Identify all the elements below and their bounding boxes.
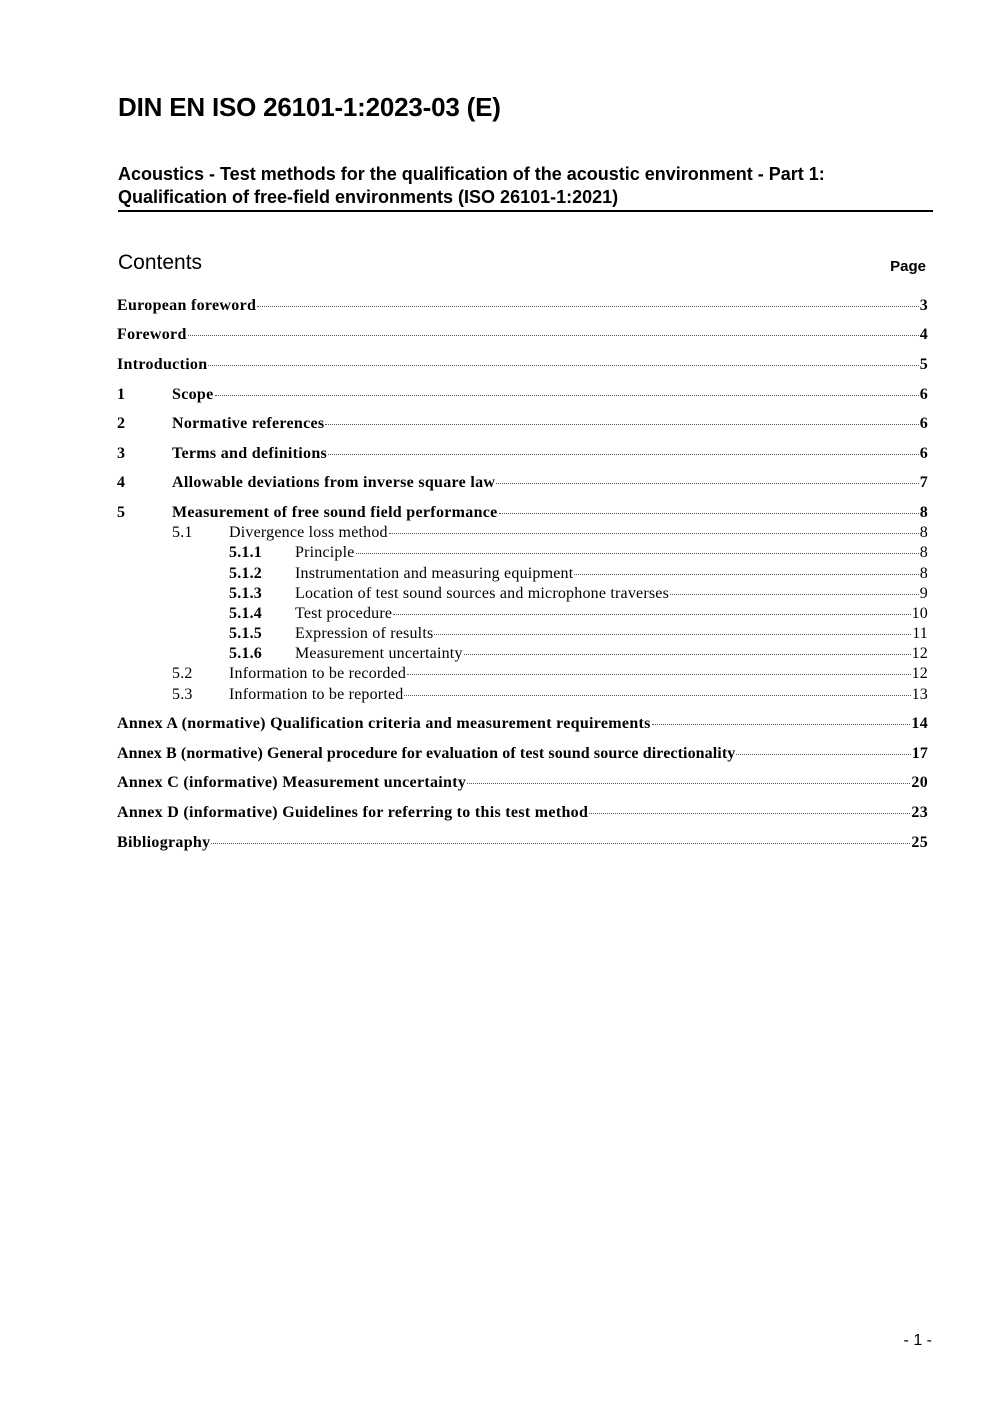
- page-column-label: Page: [890, 258, 926, 275]
- dot-leader: [389, 532, 919, 534]
- toc-entry-page: 8: [919, 544, 928, 561]
- toc-entry-page: 6: [919, 415, 928, 432]
- toc-entry-title: Location of test sound sources and microphone traverses: [295, 585, 670, 602]
- toc-entry-number: 3: [117, 445, 126, 462]
- contents-heading: Contents: [118, 251, 203, 274]
- document-identifier: DIN EN ISO 26101-1:2023-03 (E): [118, 92, 501, 122]
- toc-entry-page: 17: [911, 745, 928, 762]
- toc-entry-title: Divergence loss method: [229, 524, 388, 541]
- dot-leader: [407, 673, 910, 675]
- toc-entry-5-1-5[interactable]: [117, 625, 928, 645]
- document-title: [118, 163, 933, 212]
- toc-entry-number: 5.2: [172, 665, 193, 682]
- toc-entry-title: Foreword: [117, 326, 187, 343]
- dot-leader: [211, 842, 910, 844]
- toc-entry-scope[interactable]: [117, 386, 928, 406]
- dot-leader: [574, 573, 918, 575]
- toc-entry-title: Instrumentation and measuring equipment: [295, 565, 574, 582]
- toc-entry-page: 8: [919, 504, 928, 521]
- toc-entry-page: 9: [919, 585, 928, 602]
- toc-entry-page: 4: [919, 326, 928, 343]
- dot-leader: [670, 593, 919, 595]
- toc-entry-number: 5.1.6: [229, 645, 262, 662]
- toc-entry-5-1-6[interactable]: [117, 645, 928, 665]
- toc-entry-number: 5.1.4: [229, 605, 262, 622]
- toc-entry-terms-and-definitions[interactable]: [117, 445, 928, 465]
- toc-entry-european-foreword[interactable]: [117, 297, 928, 317]
- toc-entry-5-1-4[interactable]: [117, 605, 928, 625]
- toc-entry-title: Test procedure: [295, 605, 393, 622]
- toc-entry-page: 12: [911, 645, 928, 662]
- page-number: - 1 -: [903, 1332, 932, 1349]
- toc-entry-annex-c[interactable]: [117, 774, 928, 794]
- toc-entry-title: Terms and definitions: [172, 445, 328, 462]
- toc-entry-page: 14: [911, 715, 928, 732]
- dot-leader: [188, 334, 919, 336]
- toc-entry-5-1-1[interactable]: [117, 544, 928, 564]
- toc-entry-number: 5.1: [172, 524, 193, 541]
- dot-leader: [328, 453, 919, 455]
- toc-entry-measurement-of-free-sound-field[interactable]: [117, 504, 928, 524]
- toc-entry-normative-references[interactable]: [117, 415, 928, 435]
- toc-entry-title: European foreword: [117, 297, 257, 314]
- toc-entry-number: 4: [117, 474, 126, 491]
- dot-leader: [325, 423, 918, 425]
- dot-leader: [434, 633, 911, 635]
- dot-leader: [215, 394, 919, 396]
- toc-entry-title: Introduction: [117, 356, 208, 373]
- title-line-1: Acoustics - Test methods for the qualification of the acoustic environment - Part 1:: [118, 164, 825, 184]
- toc-entry-allowable-deviations[interactable]: [117, 474, 928, 494]
- dot-leader: [496, 482, 918, 484]
- toc-entry-page: 8: [919, 524, 928, 541]
- toc-entry-number: 5.1.1: [229, 544, 262, 561]
- dot-leader: [356, 552, 919, 554]
- toc-entry-page: 6: [919, 386, 928, 403]
- toc-entry-5-1-2[interactable]: [117, 565, 928, 585]
- toc-entry-page: 10: [911, 605, 928, 622]
- toc-entry-title: Annex A (normative) Qualification criteria and measurement requirements: [117, 715, 651, 732]
- toc-entry-title: Annex B (normative) General procedure for evaluation of test sound source directionality: [117, 745, 736, 762]
- toc-entry-annex-a[interactable]: [117, 715, 928, 735]
- dot-leader: [393, 613, 910, 615]
- toc-entry-number: 5.1.5: [229, 625, 262, 642]
- toc-entry-number: 5.3: [172, 686, 193, 703]
- toc-entry-title: Expression of results: [295, 625, 434, 642]
- toc-entry-page: 7: [919, 474, 928, 491]
- toc-entry-foreword[interactable]: [117, 326, 928, 346]
- dot-leader: [589, 812, 910, 814]
- toc-entry-page: 12: [911, 665, 928, 682]
- toc-entry-annex-b[interactable]: [117, 745, 928, 765]
- toc-entry-page: 20: [911, 774, 928, 791]
- toc-entry-title: Principle: [295, 544, 355, 561]
- toc-entry-number: 2: [117, 415, 126, 432]
- toc-entry-bibliography[interactable]: [117, 834, 928, 854]
- toc-entry-introduction[interactable]: [117, 356, 928, 376]
- toc-entry-page: 6: [919, 445, 928, 462]
- toc-entry-title: Annex D (informative) Guidelines for referring to this test method: [117, 804, 589, 821]
- toc-entry-page: 11: [912, 625, 928, 642]
- toc-entry-page: 3: [919, 297, 928, 314]
- dot-leader: [736, 753, 910, 755]
- dot-leader: [464, 653, 911, 655]
- dot-leader: [257, 305, 919, 307]
- toc-entry-5-1-3[interactable]: [117, 585, 928, 605]
- toc-entry-annex-d[interactable]: [117, 804, 928, 824]
- dot-leader: [404, 694, 910, 696]
- toc-entry-page: 5: [919, 356, 928, 373]
- toc-entry-number: 5: [117, 504, 126, 521]
- toc-entry-title: Bibliography: [117, 834, 211, 851]
- dot-leader: [652, 723, 911, 725]
- dot-leader: [499, 512, 919, 514]
- dot-leader: [467, 782, 910, 784]
- title-line-2: Qualification of free-field environments (ISO 26101-1:2021): [118, 187, 619, 207]
- toc-entry-number: 1: [117, 386, 126, 403]
- toc-entry-page: 25: [911, 834, 928, 851]
- toc-entry-5-2[interactable]: [117, 665, 928, 685]
- toc-entry-page: 8: [919, 565, 928, 582]
- toc-entry-title: Scope: [172, 386, 214, 403]
- toc-entry-number: 5.1.2: [229, 565, 262, 582]
- toc-entry-number: 5.1.3: [229, 585, 262, 602]
- toc-entry-title: Measurement uncertainty: [295, 645, 463, 662]
- toc-entry-page: 13: [911, 686, 928, 703]
- toc-entry-5-3[interactable]: [117, 686, 928, 706]
- toc-entry-title: Information to be reported: [229, 686, 404, 703]
- toc-entry-page: 23: [911, 804, 928, 821]
- toc-entry-title: Allowable deviations from inverse square law: [172, 474, 496, 491]
- toc-entry-5-1[interactable]: [117, 524, 928, 544]
- toc-entry-title: Annex C (informative) Measurement uncertainty: [117, 774, 467, 791]
- toc-entry-title: Information to be recorded: [229, 665, 407, 682]
- toc-entry-title: Normative references: [172, 415, 325, 432]
- toc-entry-title: Measurement of free sound field performance: [172, 504, 498, 521]
- dot-leader: [208, 364, 918, 366]
